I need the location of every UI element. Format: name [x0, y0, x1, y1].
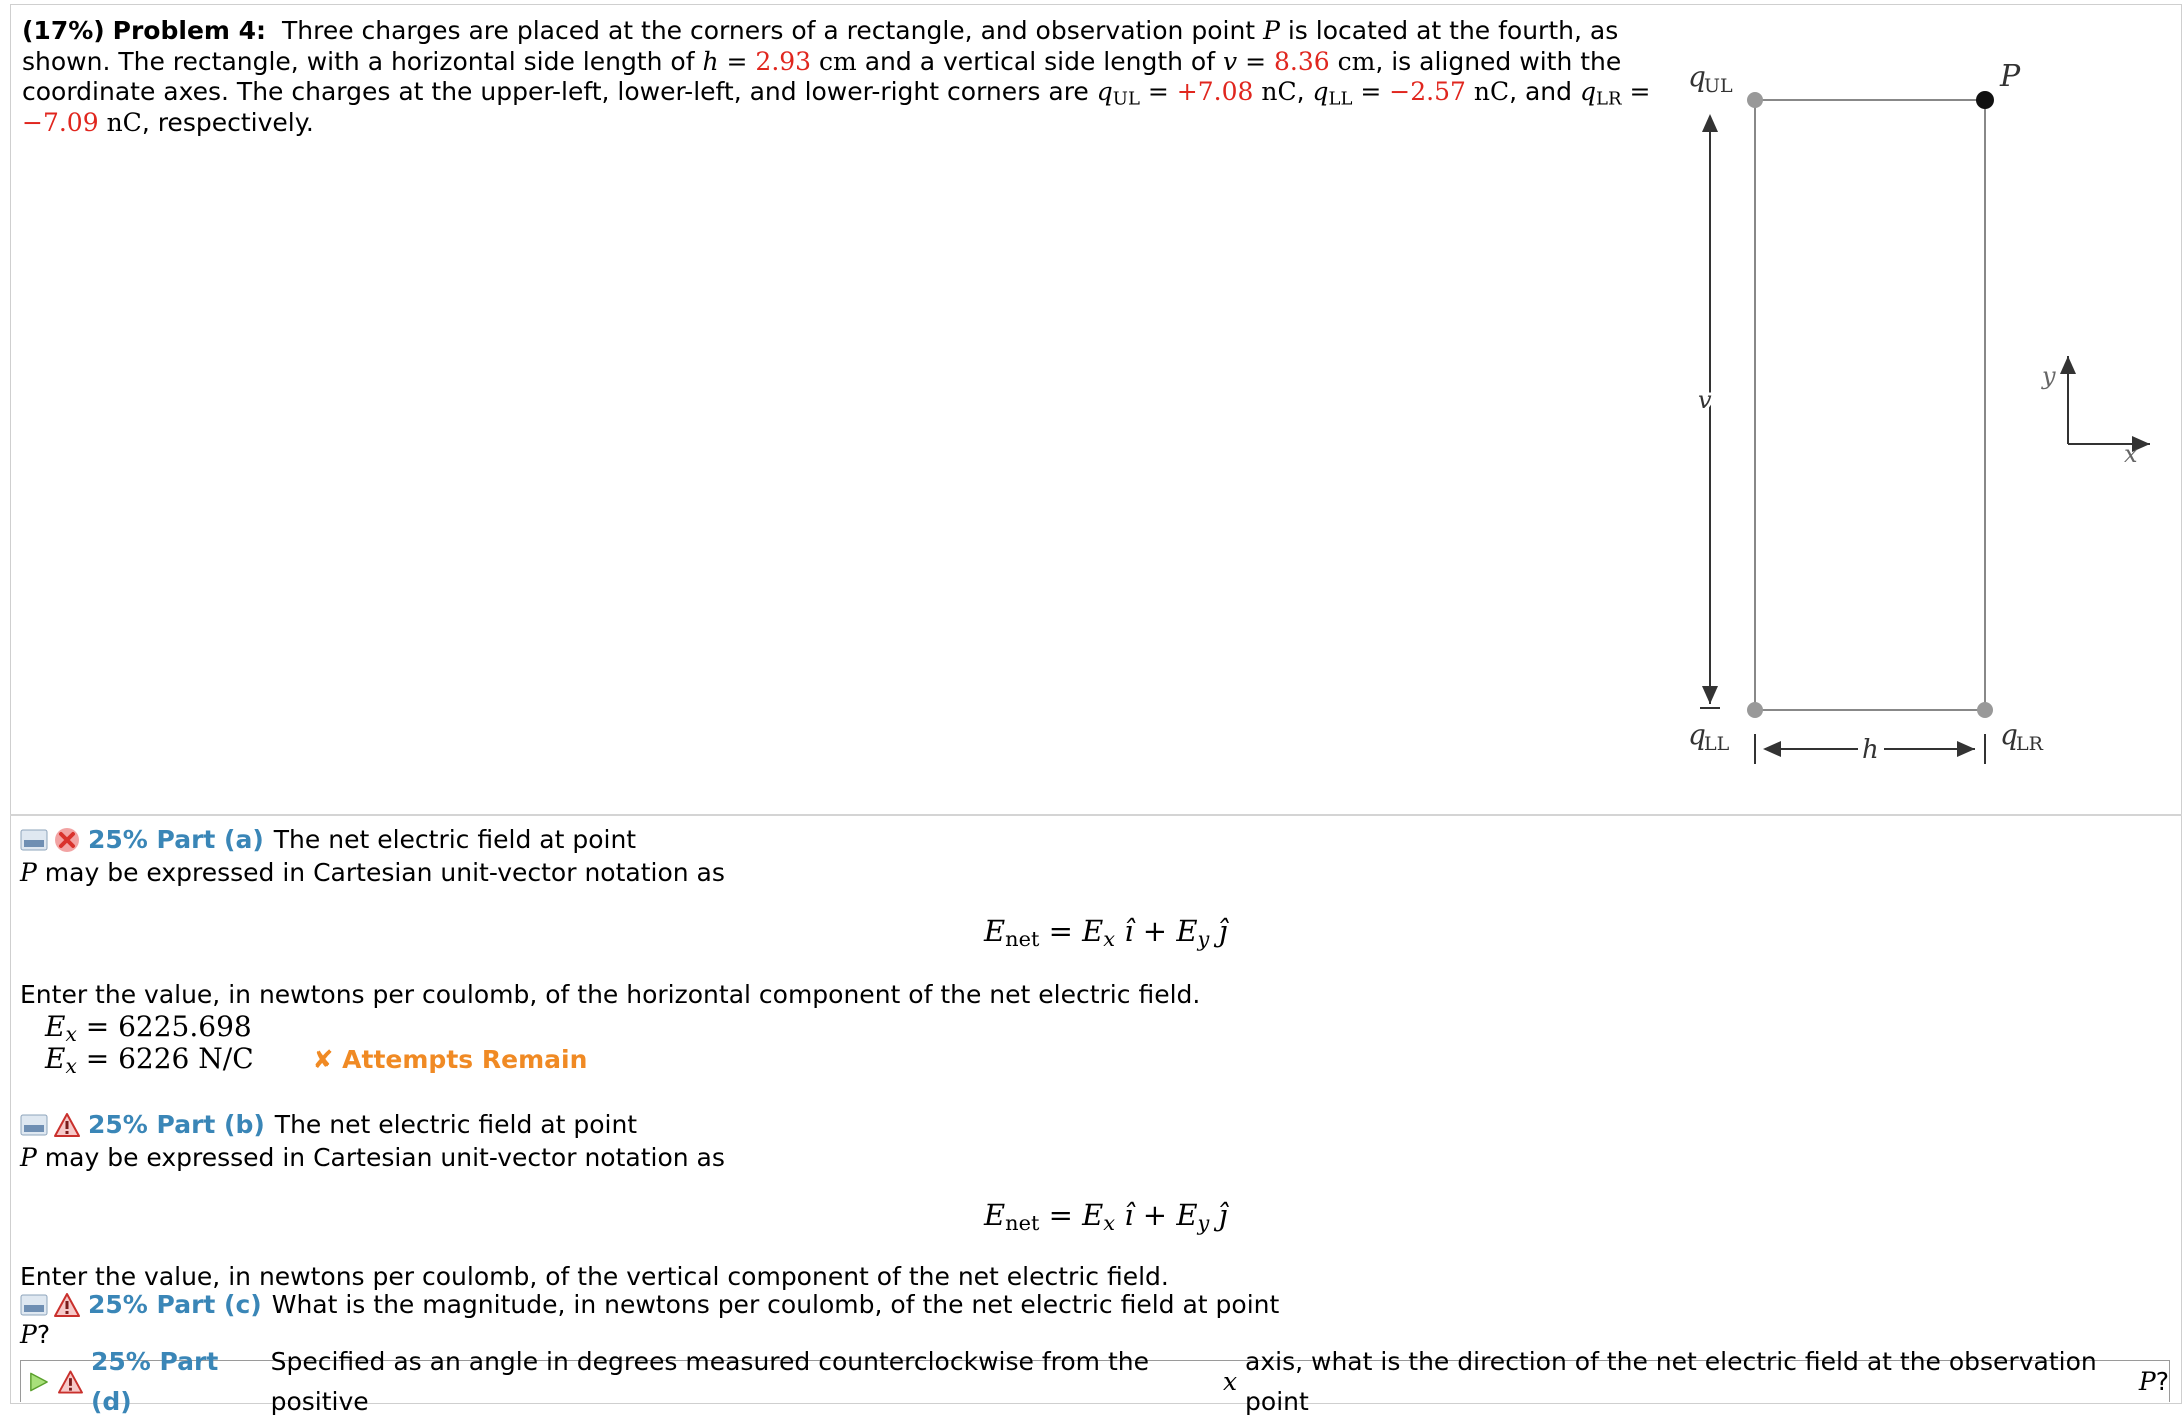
q-ll-value: −2.57 — [1389, 77, 1466, 106]
attempts-remain-status: ✘ Attempts Remain — [312, 1045, 588, 1074]
warning-icon — [58, 1369, 83, 1395]
v-value: 8.36 — [1273, 46, 1330, 76]
part-b-percent: 25% Part (b) — [88, 1110, 265, 1139]
rectangle-charges-figure — [1650, 44, 2184, 804]
label-v: v — [1698, 386, 1712, 414]
unit-cm: cm — [819, 46, 857, 76]
point-p: P — [20, 1320, 37, 1349]
point-p: P — [2138, 1366, 2156, 1396]
part-a-formula — [984, 914, 1228, 952]
formula-ey: E — [1176, 914, 1198, 948]
label-y: y — [2042, 362, 2056, 390]
answer-value: = 6226 N/C — [85, 1042, 254, 1075]
warning-icon — [54, 1292, 80, 1318]
label-q-sub: UL — [1704, 75, 1733, 97]
q-ul-value: +7.08 — [1176, 77, 1254, 106]
formula-sub: y — [1197, 927, 1210, 952]
equals: = — [1245, 46, 1267, 76]
part-a-instruction: Enter the value, in newtons per coulomb, of the horizontal component of the net electric field. — [20, 980, 1201, 1009]
v-symbol: v — [1222, 46, 1238, 76]
q-ll-subscript: LL — [1328, 88, 1353, 110]
charge-ll-dot — [1747, 702, 1763, 718]
part-a-line2: may be expressed in Cartesian unit-vector notation as — [44, 858, 725, 887]
formula-plus: + — [1142, 914, 1168, 948]
expand-arrow-icon[interactable] — [27, 1370, 50, 1394]
formula-ey: E — [1176, 1198, 1198, 1232]
point-p: P — [20, 858, 37, 887]
charge-lr-dot — [1977, 702, 1993, 718]
unit-nc: nC — [106, 107, 142, 137]
incorrect-icon — [54, 827, 80, 853]
part-a-percent: 25% Part (a) — [88, 825, 264, 854]
part-b-line1: The net electric field at point — [274, 1110, 638, 1139]
equals: = — [726, 46, 748, 76]
part-d-text2: axis, what is the direction of the net electric field at the observation point — [1245, 1346, 2097, 1416]
label-q-sub: LR — [2016, 733, 2043, 755]
part-b-line2: may be expressed in Cartesian unit-vector notation as — [44, 1143, 725, 1172]
label-p: P — [2000, 59, 2021, 94]
answer-symbol: E — [45, 1042, 66, 1075]
part-c-line2: ? — [36, 1320, 51, 1349]
part-d-text1: Specified as an angle in degrees measured counterclockwise from the positive — [270, 1346, 1149, 1416]
and-word: and — [1524, 77, 1573, 106]
problem-text-part: Three charges are placed at the corners of a rectangle, and observation point — [281, 16, 1256, 45]
q-ul-subscript: UL — [1112, 88, 1140, 110]
hint-toggle-icon[interactable] — [20, 828, 48, 852]
formula-plus: + — [1142, 1198, 1168, 1232]
label-h: h — [1862, 735, 1879, 765]
label-q-sub: LL — [1704, 733, 1730, 755]
q-lr-value: −7.09 — [22, 107, 99, 137]
formula-j-hat: ȷ̂ — [1218, 1198, 1228, 1232]
formula-sub: x — [1103, 927, 1116, 952]
formula-eq: = — [1048, 914, 1073, 948]
formula-sub: x — [1103, 1211, 1116, 1236]
part-d-end: ? — [2155, 1366, 2169, 1396]
unit-cm: cm — [1337, 46, 1376, 76]
label-q: q — [1688, 718, 1706, 751]
part-b-instruction: Enter the value, in newtons per coulomb, of the vertical component of the net electric field. — [20, 1262, 1169, 1291]
part-c-percent: 25% Part (c) — [88, 1290, 262, 1319]
equals: = — [1147, 77, 1169, 106]
part-c-line1: What is the magnitude, in newtons per coulomb, of the net electric field at point — [271, 1290, 1280, 1319]
part-a-answer-area — [20, 978, 1201, 1079]
formula-sub: net — [1005, 927, 1040, 952]
q-symbol: q — [1579, 77, 1596, 106]
answer-sub: x — [65, 1054, 77, 1079]
formula-i-hat: ı̂ — [1124, 914, 1134, 948]
h-value: 2.93 — [755, 46, 812, 76]
formula-j-hat: ȷ̂ — [1218, 914, 1228, 948]
problem-text-part: is located at the fourth, as shown. The rectangle, with a horizontal side length of — [22, 16, 1619, 76]
problem-statement-box — [10, 4, 2182, 816]
point-p: P — [20, 1143, 37, 1172]
unit-nc: nC — [1261, 77, 1297, 106]
formula-eq: = — [1048, 1198, 1073, 1232]
label-q: q — [2000, 718, 2018, 751]
part-d[interactable] — [20, 1346, 2170, 1416]
equals: = — [1360, 77, 1382, 106]
comma: , — [1509, 77, 1518, 106]
point-p: P — [1263, 16, 1280, 45]
part-b-formula — [984, 1198, 1228, 1236]
formula-ex: E — [1082, 1198, 1104, 1232]
h-symbol: h — [702, 46, 719, 76]
q-lr-subscript: LR — [1596, 88, 1622, 110]
q-symbol: q — [1096, 77, 1113, 106]
formula-i-hat: ı̂ — [1124, 1198, 1134, 1232]
formula-ex: E — [1082, 914, 1104, 948]
part-a-line1: The net electric field at point — [273, 825, 637, 854]
comma: , — [1296, 77, 1305, 106]
problem-text-part: and a vertical side length of — [864, 46, 1216, 76]
problem-text — [22, 16, 1662, 138]
problem-text-part: , is aligned with the coordinate axes. The charges at the upper-left, lower-left, and lower-right corners are — [22, 46, 1622, 106]
part-a-answer-entered — [45, 1010, 1200, 1047]
answer-symbol: E — [45, 1010, 66, 1043]
equals: = — [1629, 77, 1651, 106]
part-d-percent: 25% Part (d) — [90, 1346, 219, 1416]
part-b — [20, 1108, 725, 1174]
formula-sub: net — [1005, 1211, 1040, 1236]
point-p-dot — [1976, 91, 1994, 109]
problem-weight: (17%) — [22, 16, 105, 45]
x-symbol: x — [1222, 1366, 1238, 1396]
unit-nc: nC — [1473, 77, 1510, 106]
problem-title: Problem 4: — [112, 16, 267, 45]
part-a-answer-submitted — [45, 1042, 1200, 1079]
hint-toggle-icon[interactable] — [20, 1293, 48, 1317]
label-x: x — [2124, 440, 2138, 468]
label-q: q — [1688, 60, 1706, 93]
q-symbol: q — [1312, 77, 1329, 106]
formula-sub: y — [1197, 1211, 1210, 1236]
part-a — [20, 823, 725, 889]
charge-ul-dot — [1747, 92, 1763, 108]
answer-sub: x — [65, 1022, 77, 1047]
formula-e: E — [984, 914, 1006, 948]
problem-text-part: , respectively. — [141, 107, 314, 137]
formula-e: E — [984, 1198, 1006, 1232]
hint-toggle-icon[interactable] — [20, 1113, 48, 1137]
answer-value: = 6225.698 — [85, 1010, 252, 1043]
warning-icon — [54, 1112, 80, 1138]
